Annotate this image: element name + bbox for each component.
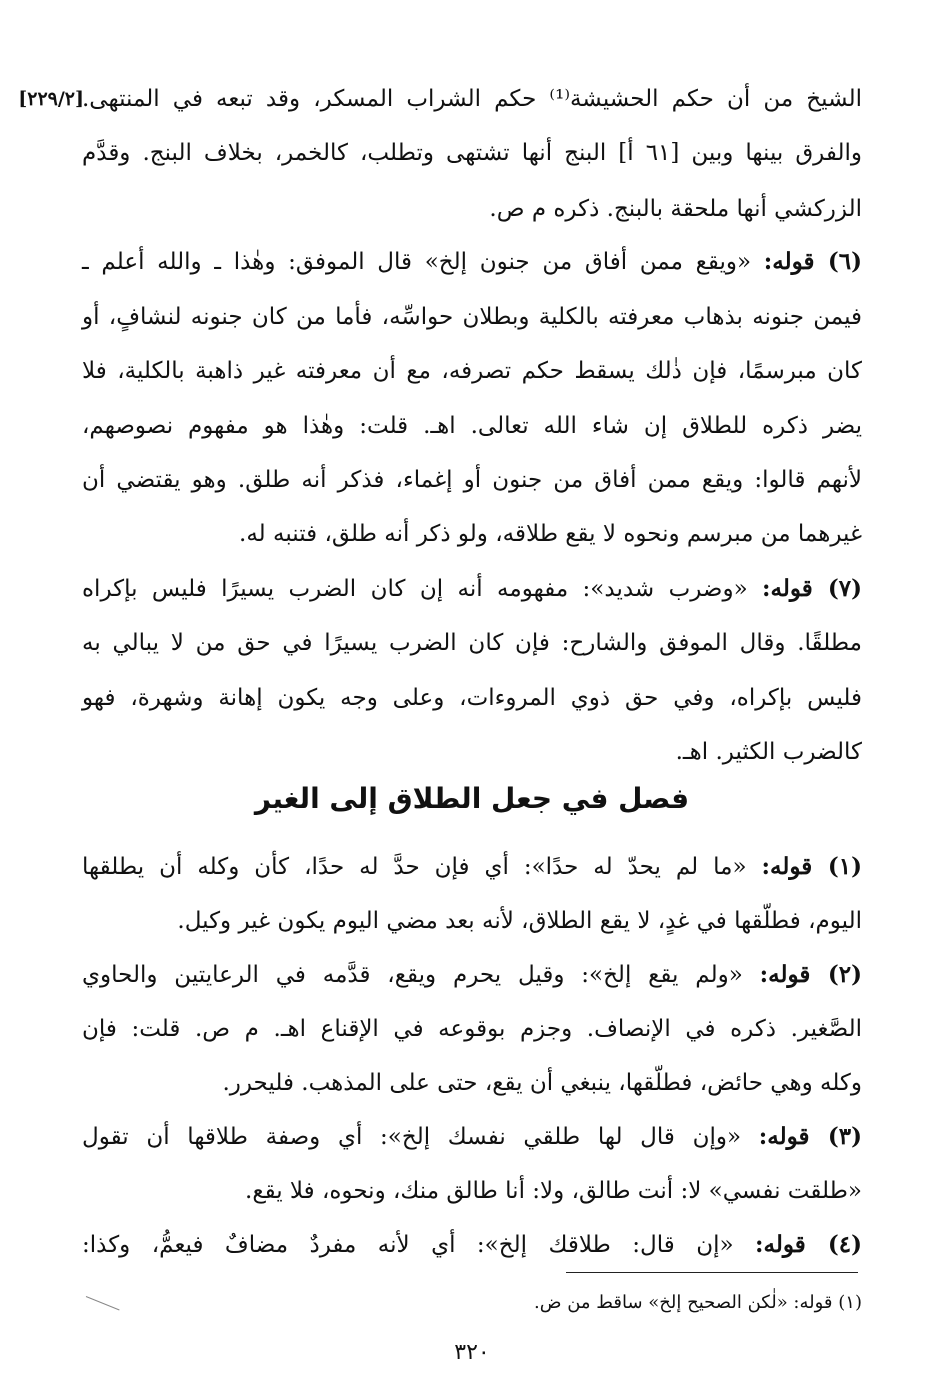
body-line: يضر ذكره للطلاق إن شاء الله تعالى. اهـ. قلت: وهٰذا هو مفهوم نصوصهم، <box>82 413 862 439</box>
body-line: لأنهم قالوا: ويقع ممن أفاق من جنون أو إغماء، فذكر أنه طلق. وهو يقتضي أن <box>82 467 862 493</box>
body-line: الشيخ من أن حكم الحشيشة⁽¹⁾ حكم الشراب المسكر، وقد تبعه في المنتهى. <box>82 86 863 112</box>
para6-first-line: (٦) قوله: «ويقع ممن أفاق من جنون إلخ» قال الموفق: وهٰذا ـ والله أعلم ـ <box>82 248 862 275</box>
s2-first-line: (٢) قوله: «ولم يقع إلخ»: وقيل يحرم ويقع، قدَّمه في الرعايتين والحاوي <box>82 961 862 988</box>
body-line: كان مبرسمًا، فإن ذٰلك يسقط حكم تصرفه، مع أن معرفته غير ذاهبة بالكلية، فلا <box>82 358 862 384</box>
body-line: كالضرب الكثير. اهـ. <box>675 739 862 765</box>
para-label: (٧) قوله: <box>762 575 862 602</box>
section-heading: فصل في جعل الطلاق إلى الغير <box>254 782 690 815</box>
body-line: فليس بإكراه، وفي حق ذوي المروءات، وعلى وجه يكون إهانة وشهرة، فهو <box>82 685 862 711</box>
para-label: (١) قوله: <box>761 853 862 880</box>
body-line: غيرهما من مبرسم ونحوه لا يقع طلاقه، ولو ذكر أنه طلق، فتنبه له. <box>239 521 862 547</box>
para-label: (٤) قوله: <box>755 1231 862 1258</box>
para-label: (٣) قوله: <box>758 1123 862 1150</box>
s3-first-line: (٣) قوله: «وإن قال لها طلقي نفسك إلخ»: أي وصفة طلاقها أن تقول <box>82 1123 862 1150</box>
body-line: «طلقت نفسي» لا: أنت طالق، ولا: أنا طالق منك، ونحوه، فلا يقع. <box>245 1178 862 1204</box>
s4-first-line: (٤) قوله: «إن قال: طلاقك إلخ»: أي لأنه مفردٌ مضافٌ فيعمُّ، وكذا: <box>82 1231 862 1258</box>
body-line: الصَّغير. ذكره في الإنصاف. وجزم بوقوعه في الإقناع اهـ. م ص. قلت: فإن <box>82 1016 862 1042</box>
scan-mark <box>86 1296 120 1310</box>
body-line: فيمن جنونه بذهاب معرفته بالكلية وبطلان حواسِّه، فأما من كان جنونه لنشافٍ، أو <box>82 304 862 330</box>
footnote: (١) قوله: «لٰكن الصحيح إلخ» ساقط من ض. <box>534 1292 862 1313</box>
body-line: مطلقًا. وقال الموفق والشارح: فإن كان الضرب يسيرًا في حق من لا يبالي به <box>82 630 862 656</box>
para-label: (٦) قوله: <box>763 248 862 275</box>
footnote-separator <box>566 1272 858 1273</box>
body-line: وكله وهي حائض، فطلّقها، ينبغي أن يقع، حتى على المذهب. فليحرر. <box>222 1070 862 1096</box>
body-line: والفرق بينها وبين [٦١ أ] البنج أنها تشتهى وتطلب، كالخمر، بخلاف البنج. وقدَّم <box>82 140 862 166</box>
para7-first-line: (٧) قوله: «وضرب شديد»: مفهومه أنه إن كان الضرب يسيرًا فليس بإكراه <box>82 575 862 602</box>
para-label: (٢) قوله: <box>759 961 862 988</box>
body-line: اليوم، فطلّقها في غدٍ، لا يقع الطلاق، لأنه بعد مضي اليوم يكون غير وكيل. <box>177 908 862 934</box>
margin-page-marker: [٢٢٩/٢] <box>18 88 84 110</box>
page-number: ٣٢٠ <box>454 1340 490 1365</box>
s1-first-line: (١) قوله: «ما لم يحدّ له حدًا»: أي فإن حدَّ له حدًا، كأن وكله أن يطلقها <box>82 853 862 880</box>
body-line: الزركشي أنها ملحقة بالبنج. ذكره م ص. <box>489 196 862 222</box>
